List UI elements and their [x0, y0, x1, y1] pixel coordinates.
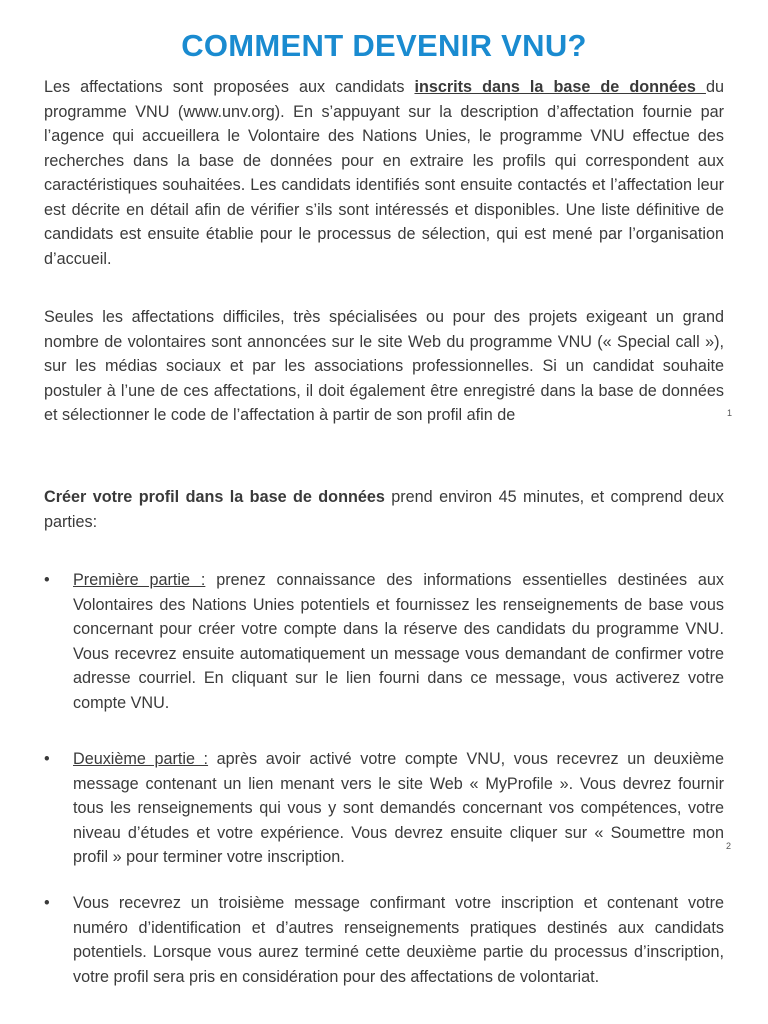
bullet-icon: • — [44, 750, 50, 768]
list-item — [44, 747, 724, 870]
profile-paragraph — [44, 485, 724, 534]
intro-text-before: Les affectations sont proposées aux candidats — [44, 78, 415, 96]
page-title: COMMENT DEVENIR VNU? — [181, 28, 587, 63]
special-call-paragraph — [44, 305, 724, 429]
bullet-icon: • — [44, 571, 50, 589]
list-item-text: après avoir activé votre compte VNU, vous recevrez un deuxième message contenant un lien menant vers le site Web « MyProfile ». Vous devrez fournir tous les renseignements qui vous y sont demandés concernant vos compétences, votre niveau d’études et votre expérience. Vous devrez ensuite cliquer sur « Soumettre mon profil » pour terminer votre inscription. — [73, 750, 724, 866]
list-item-label: Deuxième partie : — [73, 750, 209, 768]
list-item-label: Première partie : — [73, 571, 206, 589]
list-item-text: prenez connaissance des informations essentielles destinées aux Volontaires des Nations Unies potentiels et fournissez les renseignements de base vous concernant pour créer votre compte dans la réserve des candidats du programme VNU. Vous recevrez ensuite automatiquement un message vous demandant de confirmer votre adresse courriel. En cliquant sur le lien fourni dans ce message, vous activerez votre compte VNU. — [73, 571, 725, 712]
list-item — [44, 568, 724, 715]
footnote-marker-2: 2 — [726, 841, 732, 851]
database-link-text: inscrits dans la base de données — [414, 78, 706, 96]
bullet-icon: • — [44, 894, 50, 912]
profile-rest-text: prend environ 45 minutes, et comprend deux parties: — [44, 488, 724, 531]
list-item — [44, 891, 724, 989]
intro-paragraph — [44, 75, 724, 271]
special-call-text: Seules les affectations difficiles, très spécialisées ou pour des projets exigeant un grand nombre de volontaires sont annoncées sur le site Web du programme VNU (« Special call »), sur les médias sociaux et par les associations professionnelles. Si un candidat souhaite postuler à l’une de ces affectations, il doit également être enregistré dans la base de données et sélectionner le code de l’affectation à partir de son profil afin de — [44, 308, 724, 424]
list-item-text: Vous recevrez un troisième message confirmant votre inscription et contenant votre numéro d’identification et d’autres renseignements pratiques destinés aux candidats potentiels. Lorsque vous aurez terminé cette deuxième partie du processus d’inscription, votre profil sera pris en considération pour des affectations de volontariat. — [73, 894, 724, 986]
intro-text-after: du programme VNU (www.unv.org). En s’appuyant sur la description d’affectation fournie par l’agence qui accueillera le Volontaire des Nations Unies, le programme VNU effectue des recherches dans la base de données pour en extraire les profils qui correspondent aux caractéristiques souhaitées. Les candidats identifiés sont ensuite contactés et l’affectation leur est décrite en détail afin de vérifier s’ils sont intéressés et disponibles. Une liste définitive de candidats est ensuite établie pour le processus de sélection, qui est mené par l’organisation d’accueil. — [44, 78, 724, 268]
footnote-marker-1: 1 — [727, 408, 733, 418]
profile-bold-text: Créer votre profil dans la base de données — [44, 488, 385, 506]
